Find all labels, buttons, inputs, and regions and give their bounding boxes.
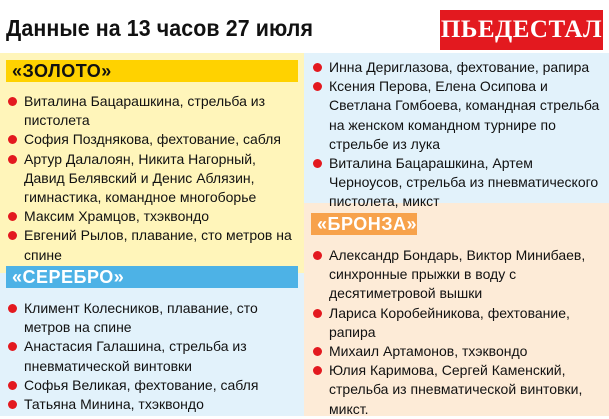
gold-section-label: «ЗОЛОТО» — [6, 60, 298, 82]
bullet-dot-icon — [8, 304, 17, 313]
list-item: София Позднякова, фехтование, сабля — [4, 130, 300, 149]
bullet-dot-icon — [313, 159, 322, 168]
bullet-dot-icon — [8, 212, 17, 221]
silver-continued-list — [309, 58, 605, 212]
bullet-dot-icon — [8, 135, 17, 144]
bullet-dot-icon — [313, 347, 322, 356]
list-item: Ксения Перова, Елена Осипова и Светлана Гомбоева, командная стрельба на женском командном турнире по стрельбе из лука — [309, 77, 605, 154]
list-item: Юлия Каримова, Сергей Каменский, стрельба из пневматической винтовки, микст. — [309, 361, 605, 419]
bullet-dot-icon — [313, 366, 322, 375]
bullet-dot-icon — [313, 63, 322, 72]
list-item: Виталина Бацарашкина, стрельба из пистолета — [4, 92, 300, 130]
bronze-section-label: «БРОНЗА» — [311, 213, 417, 235]
silver-section-label: «СЕРЕБРО» — [6, 266, 298, 288]
bullet-dot-icon — [8, 342, 17, 351]
list-item: Инна Дериглазова, фехтование, рапира — [309, 58, 605, 77]
bullet-dot-icon — [8, 155, 17, 164]
list-item: Лариса Коробейникова, фехтование, рапира — [309, 304, 605, 342]
list-item: Климент Колесников, плавание, сто метров на спине — [4, 299, 300, 337]
list-item: Софья Великая, фехтование, сабля — [4, 376, 300, 395]
page-title: Данные на 13 часов 27 июля — [6, 15, 314, 41]
list-item: Александр Бондарь, Виктор Минибаев, синхронные прыжки в воду с десятиметровой вышки — [309, 246, 605, 304]
bullet-dot-icon — [313, 251, 322, 260]
bullet-dot-icon — [313, 82, 322, 91]
list-item: Максим Храмцов, тхэквондо — [4, 207, 300, 226]
list-item: Евгений Рылов, плавание, сто метров на спине — [4, 226, 300, 264]
bullet-dot-icon — [8, 231, 17, 240]
list-item: Татьяна Минина, тхэквондо — [4, 395, 300, 414]
silver-list — [4, 299, 300, 414]
publication-logo: ПЬЕДЕСТАЛ — [440, 10, 603, 50]
bullet-dot-icon — [8, 400, 17, 409]
bronze-list — [309, 246, 605, 419]
gold-list — [4, 92, 300, 265]
list-item: Анастасия Галашина, стрельба из пневматической винтовки — [4, 337, 300, 375]
bullet-dot-icon — [8, 381, 17, 390]
list-item: Михаил Артамонов, тхэквондо — [309, 342, 605, 361]
bullet-dot-icon — [313, 309, 322, 318]
list-item: Артур Далалоян, Никита Нагорный, Давид Белявский и Денис Аблязин, гимнастика, командное многоборье — [4, 150, 300, 208]
list-item: Виталина Бацарашкина, Артем Черноусов, стрельба из пневматического пистолета, микст — [309, 154, 605, 212]
bullet-dot-icon — [8, 97, 17, 106]
